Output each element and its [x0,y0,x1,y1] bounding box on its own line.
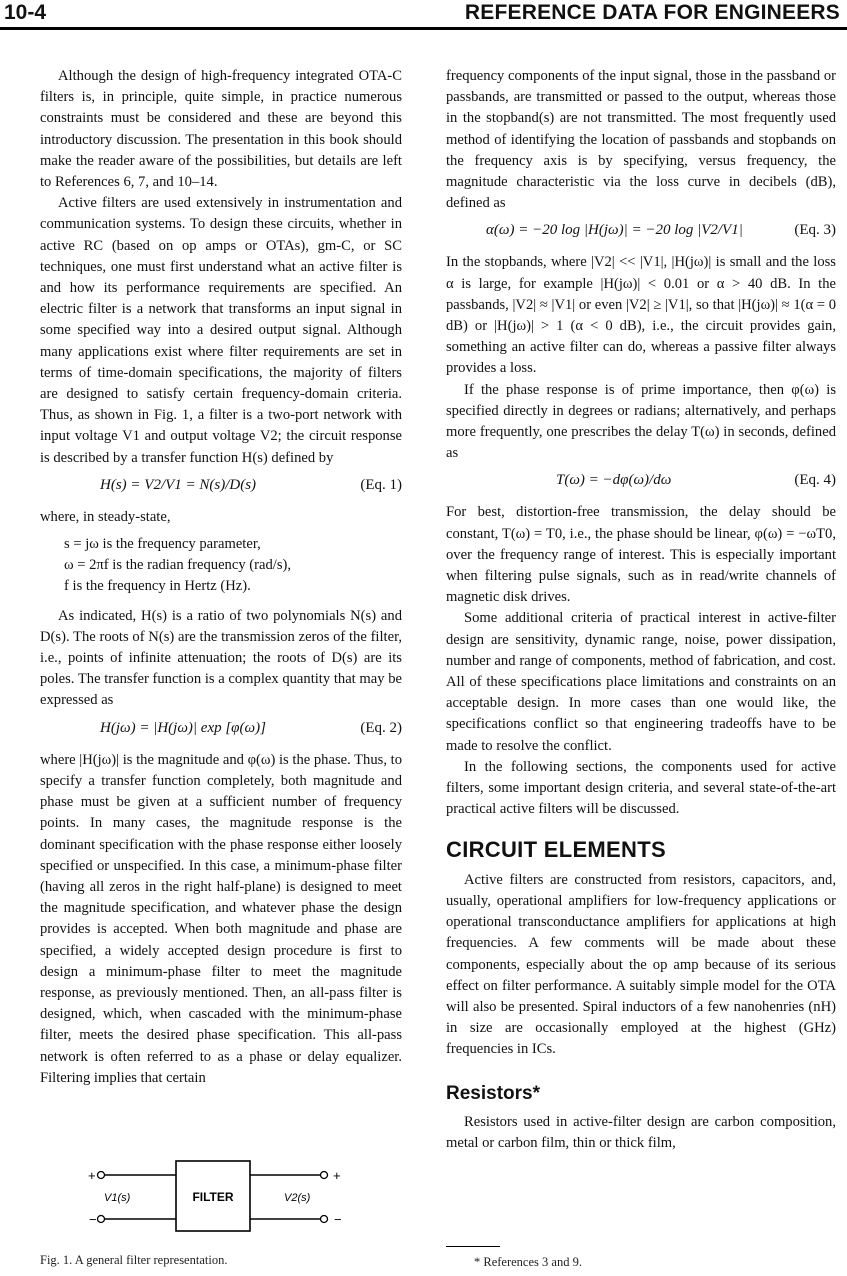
page-number: 10-4 [4,1,47,24]
equation-4 [446,470,836,494]
paragraph: For best, distortion-free transmission, the delay should be constant, T(ω) = T0, i.e., the phase should be linear, φ(ω) = −ωT0, over the frequency range of interest. This is especially important when filtering pulse signals, such as in read/write channels of magnetic disk drives. [446,504,836,606]
footnote-rule [446,1246,500,1247]
terminal [98,1172,105,1179]
input-voltage-label: V1(s) [104,1192,131,1204]
terminal [321,1172,328,1179]
running-title: REFERENCE DATA FOR ENGINEERS [464,1,840,24]
paragraph: where |H(jω)| is the magnitude and φ(ω) is the phase. Thus, to specify a transfer function completely, both magnitude and phase must be given at a sufficient number of frequency points. In many cases, the magnitude response is the dominant specification with the phase response either loosely specified or unspecified. In this case, a minimum-phase filter (having all zeros in the right half-plane) is designed to meet the magnitude specification, and whatever phase the design provides is accepted. When both magnitude and phase are specified, a widely accepted design procedure is first to design a minimum-phase filter to meet the magnitude response, as previously mentioned. Then, an all-pass filter is designed, which, when cascaded with the minimum-phase filter, meets the desired phase specification. This all-pass network is often referred to as a phase or delay equalizer. Filtering implies that certain [40,751,402,1086]
definition-item: ω = 2πf is the radian frequency (rad/s), [64,557,292,574]
plus-sign: + [88,1168,96,1183]
paragraph: In the stopbands, where |V2| << |V1|, |H(jω)| is small and the loss α is large, for example |H(jω)| < 0.01 or α > 40 dB. In the passbands, |V2| ≈ |V1| or even |V2| ≥ |V1|, so that |H(jω)| ≈ 1(α = 0 dB) or |H(jω)| > 1 (α < 0 dB), i.e., the circuit provides gain, something an active filter can do, whereas a passive filter always provides a loss. [446,254,836,377]
header-rule [0,27,847,30]
paragraph: where, in steady-state, [40,508,171,525]
paragraph: frequency components of the input signal, those in the passband or passbands, are transmitted or passed to the output, whereas those in the stopband(s) are not transmitted. The most frequently used method of identifying the location of passbands and stopbands on the frequency axis is by specifying, versus frequency, the magnitude characteristic via the loss curve in decibels (dB), defined as [446,68,836,212]
figure-caption: Fig. 1. A general filter representation. [40,1253,228,1267]
running-head [4,1,840,27]
plus-sign: + [333,1168,341,1183]
equation-1 [40,475,402,499]
equation-2 [40,718,402,742]
section-title: CIRCUIT ELEMENTS [446,836,666,862]
terminal [321,1216,328,1223]
filter-diagram [84,1155,354,1237]
paragraph: Although the design of high-frequency integrated OTA-C filters is, in principle, quite simple, in practice numerous constraints must be considered and these are beyond this introductory discussion. The presentation in this book should make the reader aware of the possibilities, but details are left to References 6, 7, and 10–14. [40,68,402,191]
paragraph: In the following sections, the components used for active filters, some important design criteria, and several state-of-the-art practical active filters will be discussed. [446,758,836,818]
definition-item: s = jω is the frequency parameter, [64,536,261,553]
minus-sign: − [89,1212,97,1227]
equation-number: (Eq. 3) [794,222,836,239]
paragraph: Active filters are constructed from resistors, capacitors, and, usually, operational amplifiers for low-frequency applications or operational transconductance amplifiers for applications at high frequencies. A few comments will be made about these components, especially about the op amp because of its serious effect on filter performance. A suitably simple model for the OTA will also be presented. Spiral inductors of a few nanohenries (nH) in size are occasionally employed at the highest (GHz) frequencies in ICs. [446,871,836,1058]
footnote: * References 3 and 9. [474,1255,582,1269]
paragraph: Resistors used in active-filter design are carbon composition, metal or carbon film, thin or thick film, [446,1113,836,1151]
minus-sign: − [334,1212,342,1227]
terminal [98,1216,105,1223]
paragraph: Active filters are used extensively in instrumentation and communication systems. To design these circuits, whether in active RC (based on op amps or OTAs), gm-C, or SC techniques, one must first understand what an active filter is and how its performance requirements are specified. An electric filter is a network that transforms an input signal in some specified way into a desired output signal. Although many applications exist where filter requirements are set in terms of time-domain specifications, the majority of filters are designed to satisfy certain frequency-domain criteria. Thus, as shown in Fig. 1, a filter is a two-port network with input voltage V1 and output voltage V2; the circuit response is described by a transfer function H(s) defined by [40,195,402,466]
equation-expression: T(ω) = −dφ(ω)/dω [556,472,672,489]
equation-expression: α(ω) = −20 log |H(jω)| = −20 log |V2/V1| [486,222,743,239]
paragraph: If the phase response is of prime importance, then φ(ω) is specified directly in degrees or radians; alternatively, and perhaps more frequently, one prescribes the delay T(ω) in seconds, defined as [446,381,836,462]
equation-3 [446,220,836,244]
paragraph: As indicated, H(s) is a ratio of two polynomials N(s) and D(s). The roots of N(s) are the transmission zeros of the filter, i.e., points of infinite attenuation; the roots of D(s) are its poles. The transfer function is a complex quantity that may be expressed as [40,607,402,709]
subsection-title: Resistors* [446,1082,540,1104]
equation-number: (Eq. 2) [360,719,402,736]
left-column [40,66,402,1089]
equation-expression: H(s) = V2/V1 = N(s)/D(s) [100,476,257,493]
equation-number: (Eq. 4) [794,472,836,489]
equation-expression: H(jω) = |H(jω)| exp [φ(ω)] [100,719,266,736]
right-column [446,66,836,1154]
filter-label: FILTER [192,1190,234,1204]
output-voltage-label: V2(s) [284,1192,311,1204]
paragraph: Some additional criteria of practical interest in active-filter design are sensitivity, dynamic range, noise, power dissipation, number and range of components, method of fabrication, and cost. All of these specifications place limitations and constraints on an acceptable design. In more cases than one would like, the specifications conflict so that engineering tradeoffs have to be made to resolve the conflict. [446,610,836,754]
definition-list [64,534,402,598]
definition-item: f is the frequency in Hertz (Hz). [64,578,251,595]
equation-number: (Eq. 1) [360,476,402,493]
